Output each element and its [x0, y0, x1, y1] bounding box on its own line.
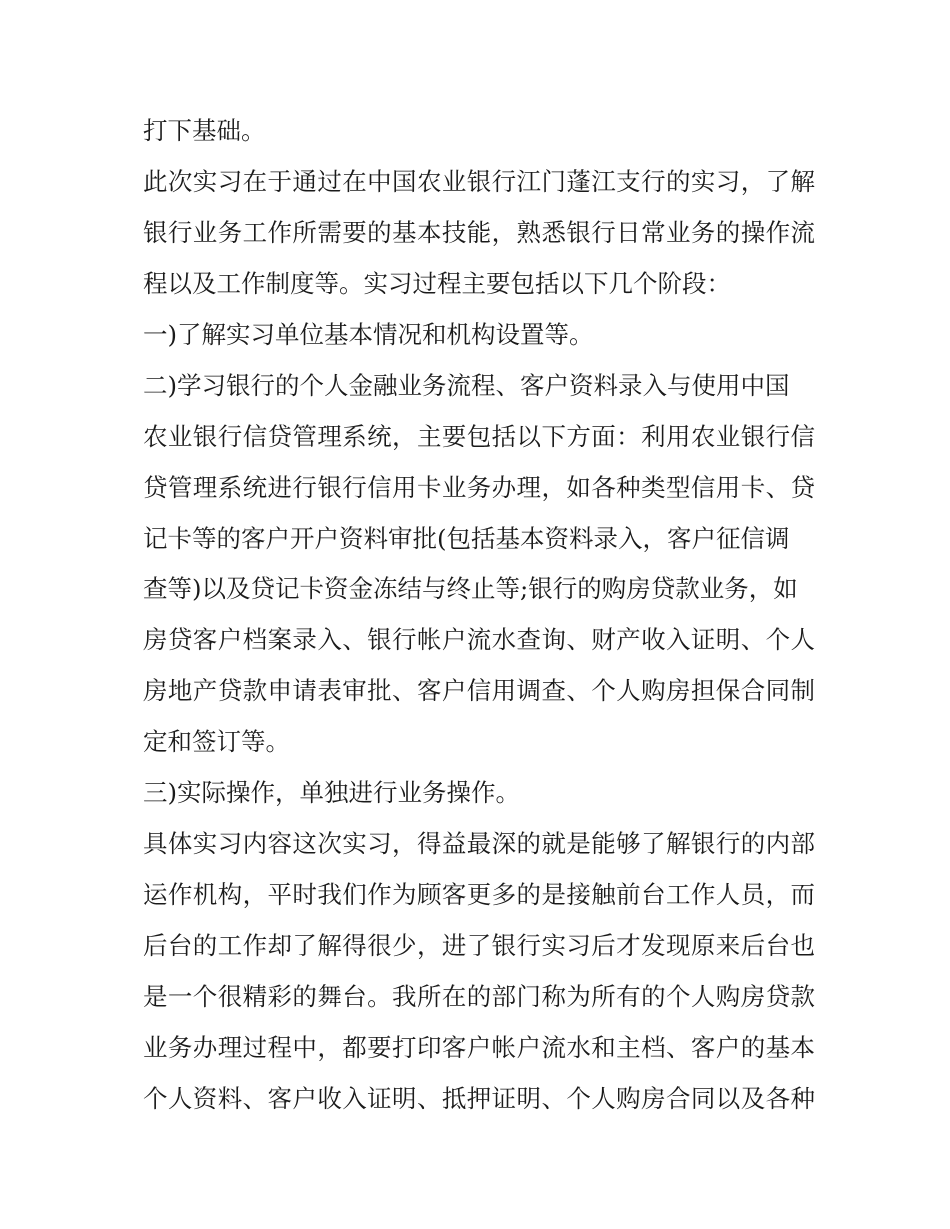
- text-line: 定和签订等。: [143, 727, 290, 757]
- text-line: 后台的工作却了解得很少，进了银行实习后才发现原来后台也: [143, 931, 815, 960]
- text-line: 房地产贷款申请表审批、客户信用调查、个人购房担保合同制: [143, 676, 815, 706]
- text-line: 记卡等的客户开户资料审批(包括基本资料录入，客户征信调: [143, 523, 790, 553]
- text-line: 程以及工作制度等。实习过程主要包括以下几个阶段：: [143, 268, 731, 298]
- text-line: 业务办理过程中，都要打印客户帐户流水和主档、客户的基本: [143, 1032, 815, 1062]
- text-line: 银行业务工作所需要的基本技能，熟悉银行日常业务的操作流: [143, 217, 815, 247]
- text-line: 查等)以及贷记卡资金冻结与终止等;银行的购房贷款业务，如: [143, 574, 798, 604]
- text-line: 农业银行信贷管理系统，主要包括以下方面：利用农业银行信: [143, 421, 815, 451]
- text-line: 运作机构，平时我们作为顾客更多的是接触前台工作人员，而: [143, 880, 815, 910]
- text-line: 具体实习内容这次实习，得益最深的就是能够了解银行的内部: [143, 829, 815, 859]
- text-line: 一)了解实习单位基本情况和机构设置等。: [143, 319, 594, 349]
- text-line: 个人资料、客户收入证明、抵押证明、个人购房合同以及各种: [143, 1083, 815, 1113]
- text-line: 房贷客户档案录入、银行帐户流水查询、财产收入证明、个人: [143, 625, 815, 655]
- text-line: 二)学习银行的个人金融业务流程、客户资料录入与使用中国: [143, 370, 790, 400]
- text-line: 三)实际操作，单独进行业务操作。: [143, 778, 521, 808]
- text-line: 此次实习在于通过在中国农业银行江门蓬江支行的实习，了解: [143, 166, 815, 196]
- body-text: [143, 106, 815, 1125]
- text-line: 贷管理系统进行银行信用卡业务办理，如各种类型信用卡、贷: [143, 472, 815, 502]
- text-line: 是一个很精彩的舞台。我所在的部门称为所有的个人购房贷款: [143, 981, 815, 1011]
- text-line: 打下基础。: [143, 116, 266, 145]
